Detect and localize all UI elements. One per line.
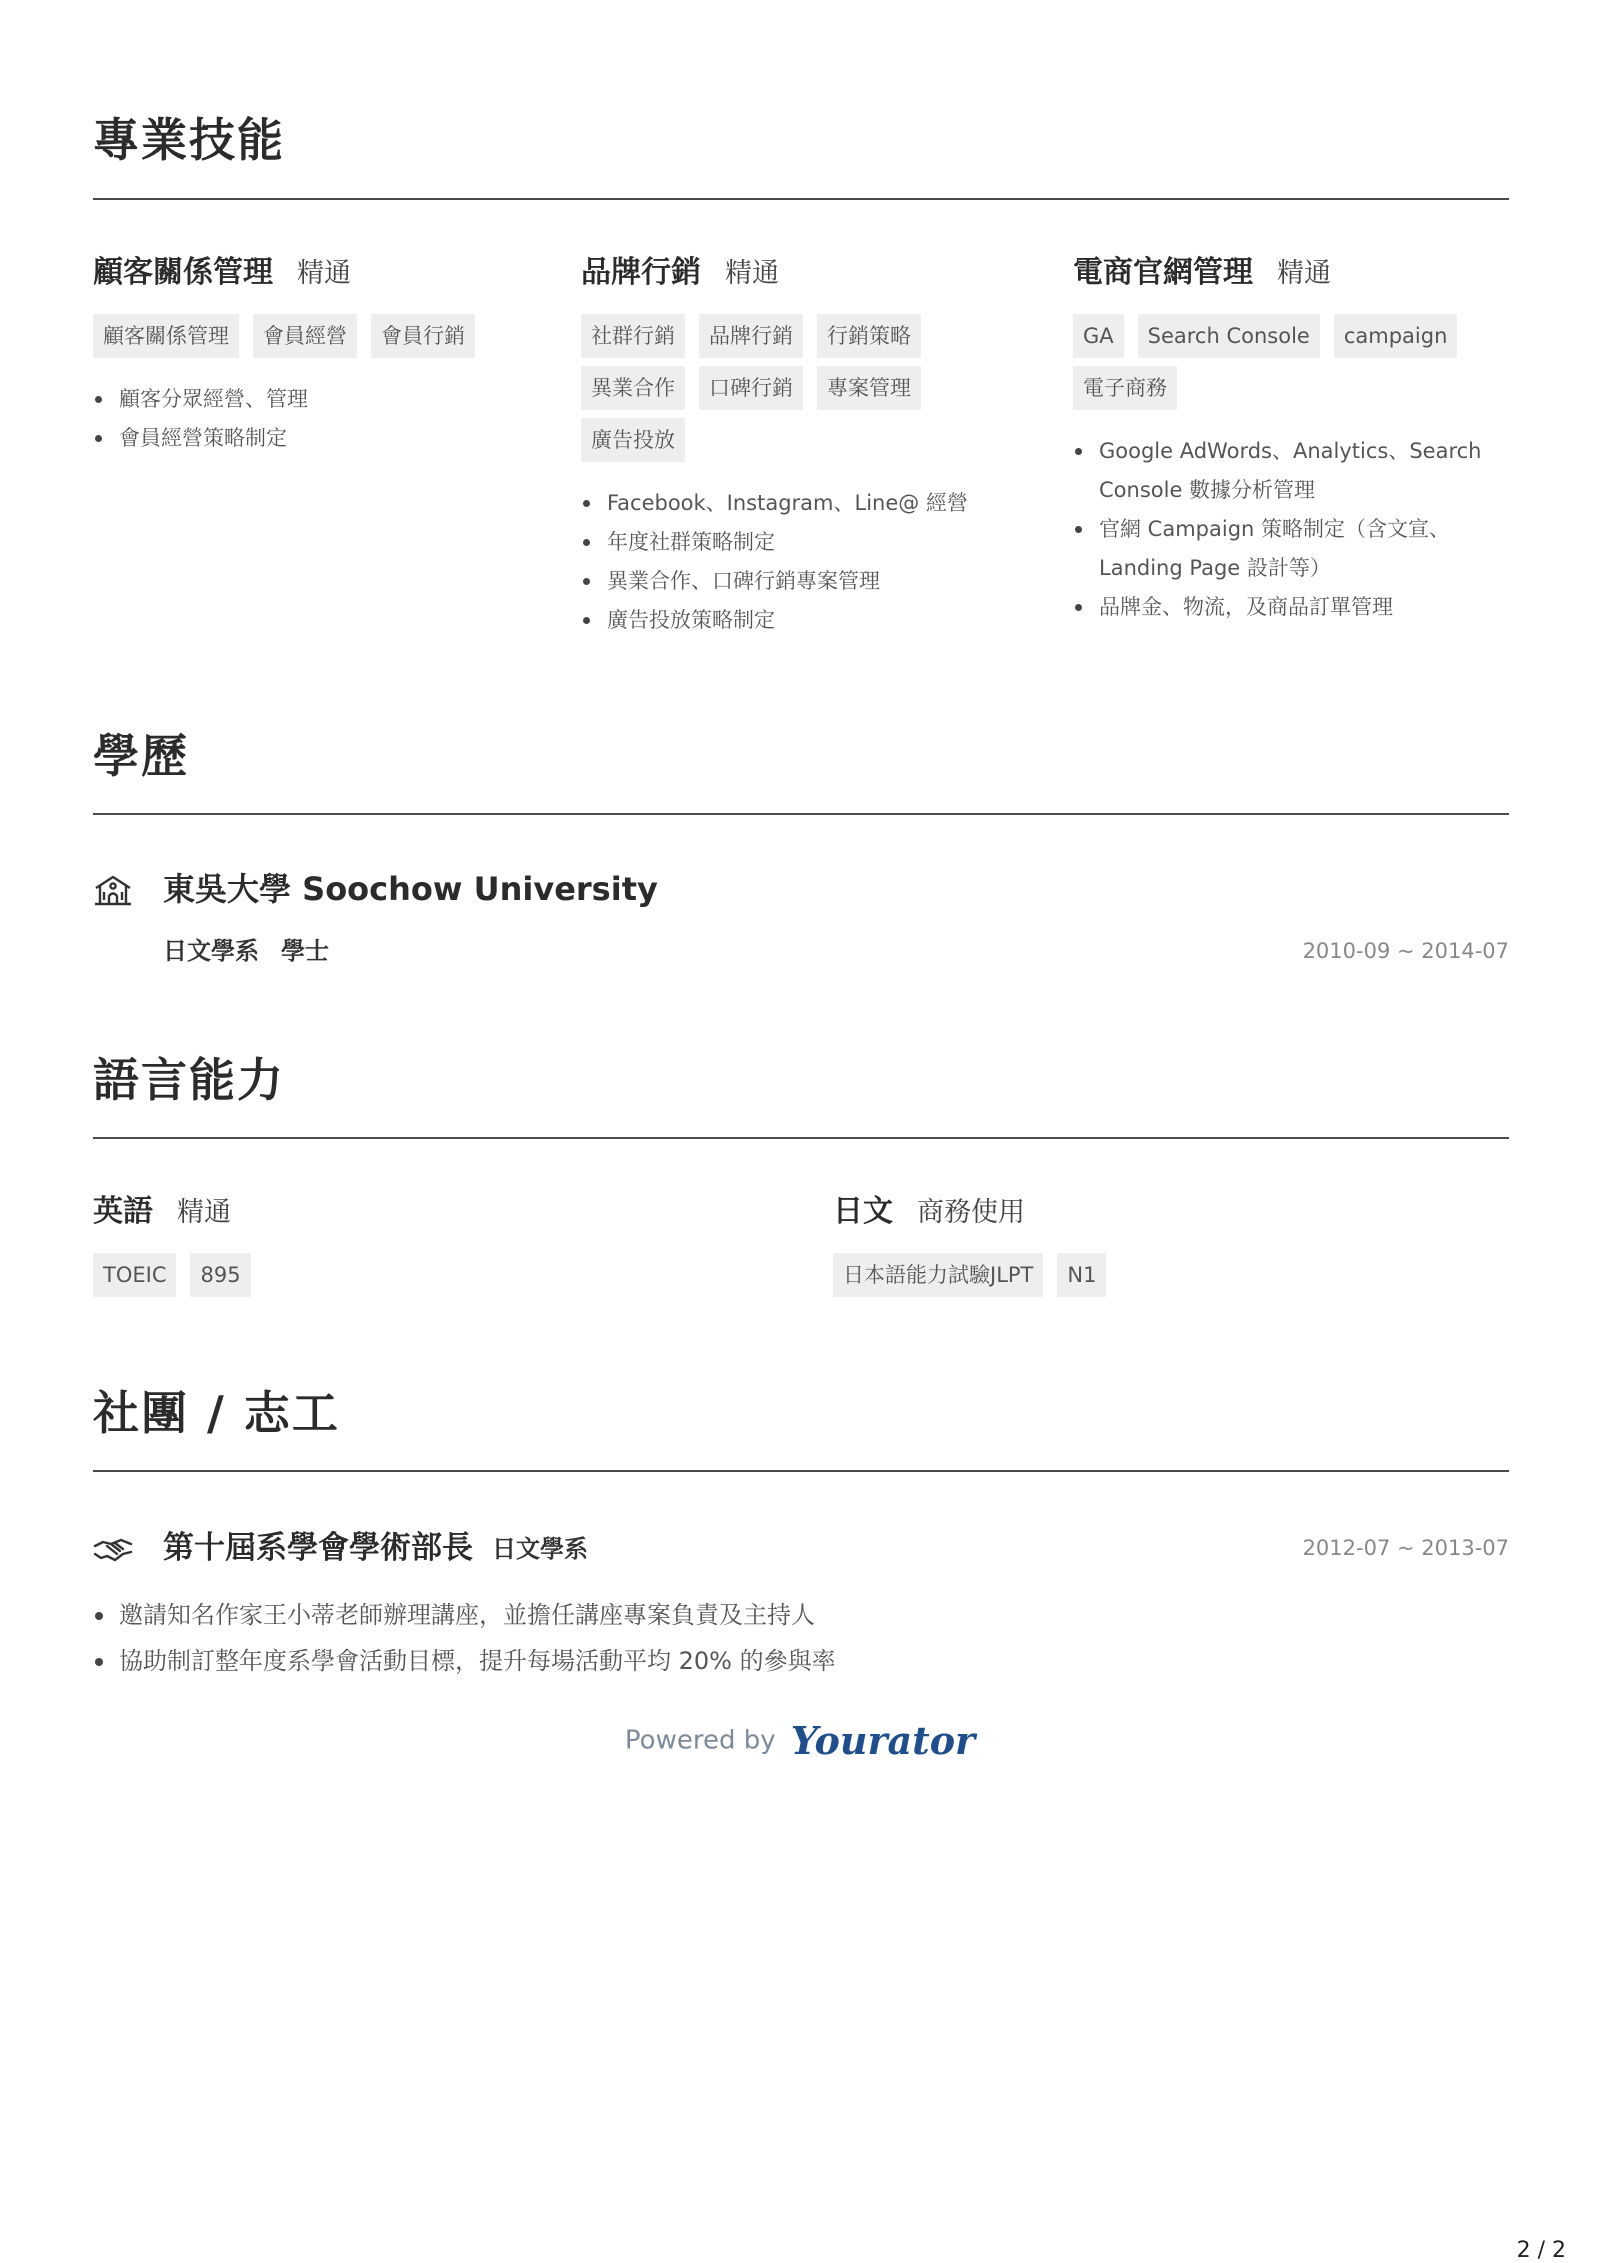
list-item: 異業合作、口碑行銷專案管理	[607, 562, 1001, 601]
education-period: 2010-09 ~ 2014-07	[1302, 939, 1509, 963]
list-item: Facebook、Instagram、Line@ 經營	[607, 484, 1001, 523]
skill-bullets	[1073, 432, 1509, 627]
skill-tag: 社群行銷	[581, 314, 685, 358]
powered-by-text: Powered by	[624, 1725, 776, 1756]
skill-tag: 顧客關係管理	[93, 314, 239, 358]
skill-tag: 品牌行銷	[699, 314, 803, 358]
club-role: 第十屆系學會學術部長	[163, 1530, 473, 1566]
languages-section-title: 語言能力	[93, 1053, 285, 1107]
footer	[0, 1718, 1600, 1763]
language-tags	[93, 1253, 251, 1297]
language-english	[93, 1194, 251, 1297]
skill-group-ecommerce	[1073, 255, 1509, 627]
list-item: 廣告投放策略制定	[607, 601, 1001, 640]
skill-tag: 異業合作	[581, 366, 685, 410]
skill-tag: 行銷策略	[817, 314, 921, 358]
degree: 學士	[281, 937, 329, 965]
skill-name: 顧客關係管理	[93, 255, 273, 290]
language-tag: TOEIC	[93, 1253, 176, 1297]
skills-divider	[93, 198, 1509, 200]
skill-bullets	[93, 380, 533, 458]
skill-tags	[93, 314, 533, 358]
school-name: 東吳大學 Soochow University	[163, 870, 658, 908]
club-organization: 日文學系	[492, 1535, 588, 1563]
skill-bullets	[581, 484, 1001, 640]
skill-tag: 電子商務	[1073, 366, 1177, 410]
club-bullets	[93, 1592, 1535, 1684]
skill-tag: 會員行銷	[371, 314, 475, 358]
list-item: 邀請知名作家王小蒂老師辦理講座，並擔任講座專案負責及主持人	[119, 1592, 1535, 1638]
skill-tag: Search Console	[1138, 314, 1320, 358]
skill-name: 品牌行銷	[581, 255, 701, 290]
page-number: 2 / 2	[1516, 2238, 1566, 2263]
list-item: 會員經營策略制定	[119, 419, 533, 458]
education-divider	[93, 813, 1509, 815]
clubs-divider	[93, 1470, 1509, 1472]
list-item: Google AdWords、Analytics、Search Console 數據分析管理	[1099, 432, 1509, 510]
language-name: 日文	[833, 1194, 893, 1229]
skill-tag: 專案管理	[817, 366, 921, 410]
list-item: 官網 Campaign 策略制定（含文宣、Landing Page 設計等）	[1099, 510, 1509, 588]
education-section-title: 學歷	[93, 729, 189, 783]
languages-divider	[93, 1137, 1509, 1139]
language-tag: N1	[1057, 1253, 1106, 1297]
language-level: 精通	[177, 1197, 231, 1228]
handshake-icon	[93, 1534, 133, 1568]
skills-section-title: 專業技能	[93, 113, 285, 167]
skill-tag: 廣告投放	[581, 418, 685, 462]
language-tag: 895	[190, 1253, 250, 1297]
skill-tag: 口碑行銷	[699, 366, 803, 410]
skill-group-crm	[93, 255, 533, 458]
skill-tags	[581, 314, 981, 462]
skill-tag: 會員經營	[253, 314, 357, 358]
list-item: 品牌金、物流，及商品訂單管理	[1099, 588, 1509, 627]
skill-tag: GA	[1073, 314, 1124, 358]
language-japanese	[833, 1194, 1106, 1297]
language-tag: 日本語能力試驗JLPT	[833, 1253, 1043, 1297]
school-icon	[93, 874, 133, 910]
skill-name: 電商官網管理	[1073, 255, 1253, 290]
list-item: 顧客分眾經營、管理	[119, 380, 533, 419]
degree-line	[163, 939, 329, 963]
club-period: 2012-07 ~ 2013-07	[1302, 1536, 1509, 1560]
skill-level: 精通	[1277, 258, 1331, 289]
language-level: 商務使用	[917, 1197, 1025, 1228]
skill-level: 精通	[297, 258, 351, 289]
list-item: 協助制訂整年度系學會活動目標，提升每場活動平均 20% 的參與率	[119, 1638, 1535, 1684]
brand-logo[interactable]: Yourator	[790, 1718, 976, 1763]
language-tags	[833, 1253, 1106, 1297]
skill-tags	[1073, 314, 1493, 410]
list-item: 年度社群策略制定	[607, 523, 1001, 562]
language-name: 英語	[93, 1194, 153, 1229]
skill-level: 精通	[725, 258, 779, 289]
skill-tag: campaign	[1334, 314, 1458, 358]
clubs-section-title: 社團 / 志工	[93, 1386, 340, 1440]
department: 日文學系	[163, 937, 259, 965]
skill-group-brand	[581, 255, 1001, 640]
